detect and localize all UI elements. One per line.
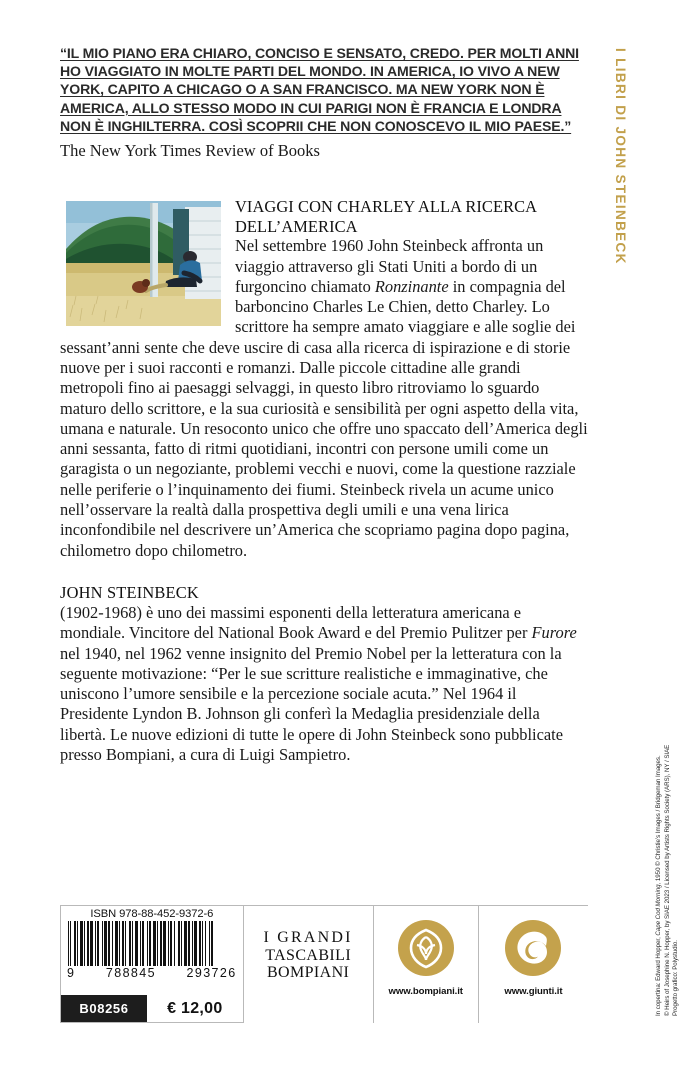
credits-painting-title: Cape Cod Morning [655,884,662,936]
imprint-line-3: BOMPIANI [266,964,350,982]
barcode-digit-group-right: 293726 [186,966,237,980]
author-bio-block [60,583,588,765]
pull-quote-text: “IL MIO PIANO ERA CHIARO, CONCISO E SENSATO, CREDO. PER MOLTI ANNI HO VIAGGIATO IN MOLTE PARTI DEL MONDO. IN AMERICA, IO VIVO A NEW YORK, CAPITO A CHICAGO O A SAN FRANCISCO. MA NEW YORK NON È AMERICA, ALLO STESSO MODO IN CUI PARIGI NON È FRANCIA E LONDRA NON È INGHILTERRA. COSÌ SCOPRII CHE NON CONOSCEVO IL MIO PAESE.” [60,45,579,134]
bompiani-logo-cell[interactable] [374,905,478,1023]
barcode-digit-group-left: 9 [67,966,76,980]
spine-series-label: I LIBRI DI JOHN STEINBECK [613,48,628,265]
book-title-italic-ronzinante: Ronzinante [374,276,449,296]
author-name: JOHN STEINBECK [60,582,199,602]
imprint-line-1: I GRANDI [263,929,353,947]
imprint-line-2: TASCABILI [265,946,352,964]
product-code: B08256 [61,995,147,1022]
book-description-part1: Nel settembre 1960 John Steinbeck affronta un viaggio attraverso gli Stati Uniti a bordo di un furgoncino chiamato [235,236,544,296]
quote-source: The New York Times Review of Books [60,141,320,161]
pull-quote [60,44,588,135]
cover-painting-artwork [66,201,221,326]
imprint-cell [244,905,373,1023]
isbn-text: ISBN 978-88-452-9372-6 [90,908,214,920]
author-bio-part1: (1902-1968) è uno dei massimi esponenti della letteratura americana e mondiale. Vincitore del National Book Award e del Premio Pulitzer per [60,602,532,643]
barcode-bars [68,921,236,966]
credits-line1-prefix: In copertina: Edward Hopper, [655,935,662,1016]
author-bio-text [60,603,588,765]
barcode-digits [61,966,243,982]
author-bio-part2: nel 1940, nel 1962 venne insignito del Premio Nobel per la letteratura con la seguente motivazione: “Per le sue scritture realistiche e immaginative, che uniscono l’umore sensibile e la percezione sociale acuta.” Nel 1964 il Presidente Lyndon B. Johnson gli conferì la Medaglia presidenziale della libertà. Le nuove edizioni di tutte le opere di John Steinbeck sono pubblicate presso Bompiani, a cura di Luigi Sampietro. [60,643,563,765]
bompiani-logo-icon [398,920,454,976]
price-row [61,995,243,1022]
bompiani-url[interactable]: www.bompiani.it [388,986,463,997]
price-value: € 12,00 [147,995,243,1022]
barcode-digit-group-mid: 788845 [105,966,156,980]
book-block [60,197,588,561]
giunti-logo-icon [505,920,561,976]
giunti-url[interactable]: www.giunti.it [504,986,563,997]
barcode-cell [60,905,244,1023]
cover-painting-thumbnail [66,201,221,326]
main-content [60,44,588,765]
credits-line1-suffix: , 1950 © Christie’s Images / Bridgeman Images. [655,755,662,885]
image-credits [655,681,681,1016]
credits-line3: Progetto grafico: Polystudio. [672,940,680,1016]
giunti-logo-cell[interactable] [479,905,588,1023]
book-title-italic-furore: Furore [531,623,577,643]
book-title: VIAGGI CON CHARLEY ALLA RICERCA DELL’AMERICA [235,197,537,236]
imprint-logotype [264,929,353,1000]
credits-line2: © Heirs of Josephine N. Hopper, by SIAE 2023 / Licensed by Artists Rights Society (ARS), NY / SIAE [663,744,671,1016]
book-description-part2: in compagnia del barboncino Charles Le Chien, detto Charley. Lo scrittore ha sempre amato viaggiare e alle soglie dei sessant’anni sente che deve uscire di casa alla ricerca di ispirazione e di storie nuove per i suoi racconti e romanzi. Dalle piccole cittadine alle grandi metropoli fino ai paesaggi selvaggi, in questo libro ritroviamo lo sguardo maturo dello scrittore, e la sua curiosità e sensibilità per ogni aspetto della vita, umana e naturale. Un resoconto unico che offre uno spaccato dell’America degli anni sessanta, fatto di ritmi quotidiani, incontri con persone umili come un garagista o un negoziante, problemi vecchi e nuovi, come la questione razziale nelle periferie o l’inquinamento dei fiumi. Steinbeck rivela un acume unico nell’osservare la realtà dalla prospettiva degli umili e una vena lirica inconfondibile nel descrivere un’America che scopriamo pagina dopo pagina, chilometro dopo chilometro. [60,276,588,560]
footer-bar [60,905,588,1023]
